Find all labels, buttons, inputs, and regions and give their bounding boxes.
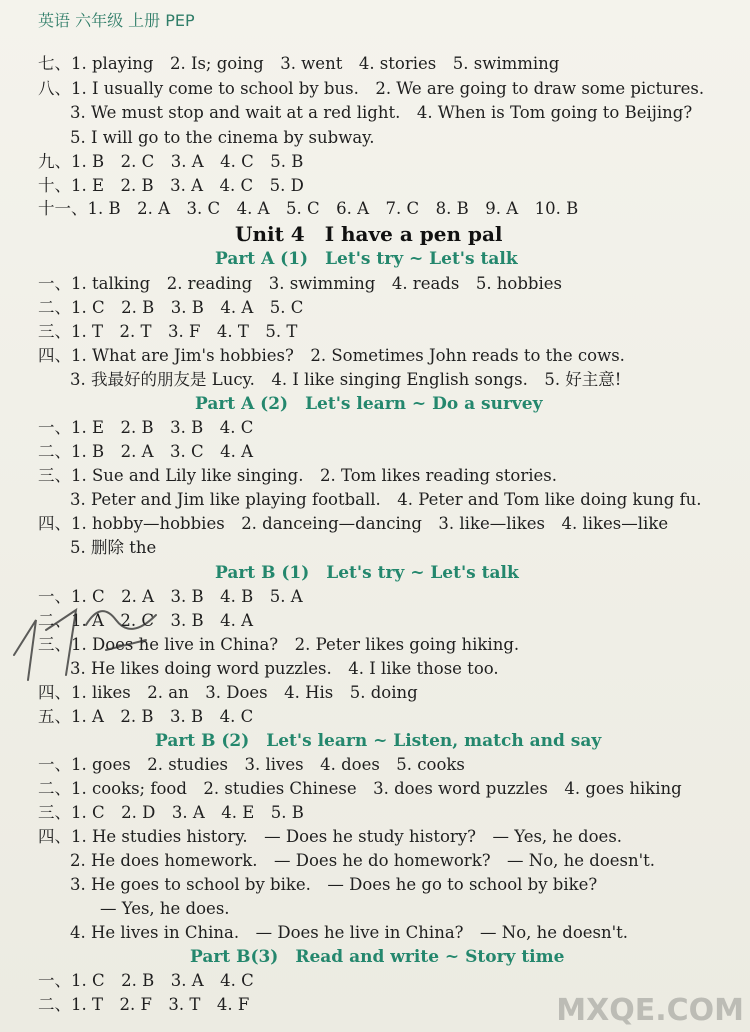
answer-line: 一、1. goes 2. studies 3. lives 4. does 5. cooks — [38, 755, 465, 774]
answer-line: 5. 删除 the — [70, 538, 157, 557]
unit-title: Unit 4 I have a pen pal — [235, 222, 503, 246]
answer-line: 一、1. E 2. B 3. B 4. C — [38, 418, 254, 437]
answer-line: 二、1. cooks; food 2. studies Chinese 3. does word puzzles 4. goes hiking — [38, 779, 682, 798]
answer-line: 二、1. B 2. A 3. C 4. A — [38, 442, 254, 461]
answer-line: 三、1. Sue and Lily like singing. 2. Tom likes reading stories. — [38, 466, 557, 485]
answer-line: 3. He goes to school by bike. — Does he go to school by bike? — [70, 875, 598, 894]
page-header: 英语 六年级 上册 PEP — [38, 11, 195, 30]
answer-line: 一、1. talking 2. reading 3. swimming 4. reads 5. hobbies — [38, 274, 563, 293]
answer-line: 3. He likes doing word puzzles. 4. I like those too. — [70, 659, 499, 678]
answer-line: 4. He lives in China. — Does he live in China? — No, he doesn't. — [70, 923, 629, 942]
answer-line: 十一、1. B 2. A 3. C 4. A 5. C 6. A 7. C 8. B 9. A 10. B — [38, 199, 579, 218]
answer-line: 七、1. playing 2. Is; going 3. went 4. stories 5. swimming — [38, 54, 560, 73]
answer-line: 一、1. C 2. A 3. B 4. B 5. A — [38, 587, 303, 606]
answer-line: 2. He does homework. — Does he do homework? — No, he doesn't. — [70, 851, 656, 870]
answer-line: 四、1. He studies history. — Does he study history? — Yes, he does. — [38, 827, 623, 846]
answer-line: 八、1. I usually come to school by bus. 2. We are going to draw some pictures. — [38, 79, 705, 98]
section-title: Part B (2) Let's learn ~ Listen, match and say — [155, 731, 602, 751]
section-title: Part A (1) Let's try ~ Let's talk — [215, 249, 518, 269]
answer-line: 四、1. likes 2. an 3. Does 4. His 5. doing — [38, 683, 418, 702]
answer-line: 三、1. C 2. D 3. A 4. E 5. B — [38, 803, 304, 822]
section-title: Part B (1) Let's try ~ Let's talk — [215, 563, 519, 583]
section-title: Part B(3) Read and write ~ Story time — [190, 947, 565, 967]
answer-line: 3. 我最好的朋友是 Lucy. 4. I like singing English songs. 5. 好主意! — [70, 370, 622, 389]
answer-line: 二、1. A 2. C 3. B 4. A — [38, 611, 254, 630]
answer-line: 四、1. hobby—hobbies 2. danceing—dancing 3. like—likes 4. likes—like — [38, 514, 669, 533]
watermark-logo: MXQE.COM — [556, 993, 744, 1028]
answer-line: 三、1. Does he live in China? 2. Peter likes going hiking. — [38, 635, 520, 654]
answer-line: 四、1. What are Jim's hobbies? 2. Sometimes John reads to the cows. — [38, 346, 625, 365]
answer-line: 二、1. C 2. B 3. B 4. A 5. C — [38, 298, 304, 317]
answer-line: 三、1. T 2. T 3. F 4. T 5. T — [38, 322, 298, 341]
answer-line: 3. We must stop and wait at a red light. 4. When is Tom going to Beijing? — [70, 103, 693, 122]
answer-line: — Yes, he does. — [100, 899, 230, 918]
answer-line: 3. Peter and Jim like playing football. 4. Peter and Tom like doing kung fu. — [70, 490, 702, 509]
answer-line: 九、1. B 2. C 3. A 4. C 5. B — [38, 152, 304, 171]
answer-line: 5. I will go to the cinema by subway. — [70, 128, 375, 147]
section-title: Part A (2) Let's learn ~ Do a survey — [195, 394, 543, 414]
handwritten-scribble-icon — [6, 580, 176, 690]
answer-line: 一、1. C 2. B 3. A 4. C — [38, 971, 254, 990]
answer-line: 二、1. T 2. F 3. T 4. F — [38, 995, 250, 1014]
answer-line: 五、1. A 2. B 3. B 4. C — [38, 707, 254, 726]
answer-line: 十、1. E 2. B 3. A 4. C 5. D — [38, 176, 304, 195]
